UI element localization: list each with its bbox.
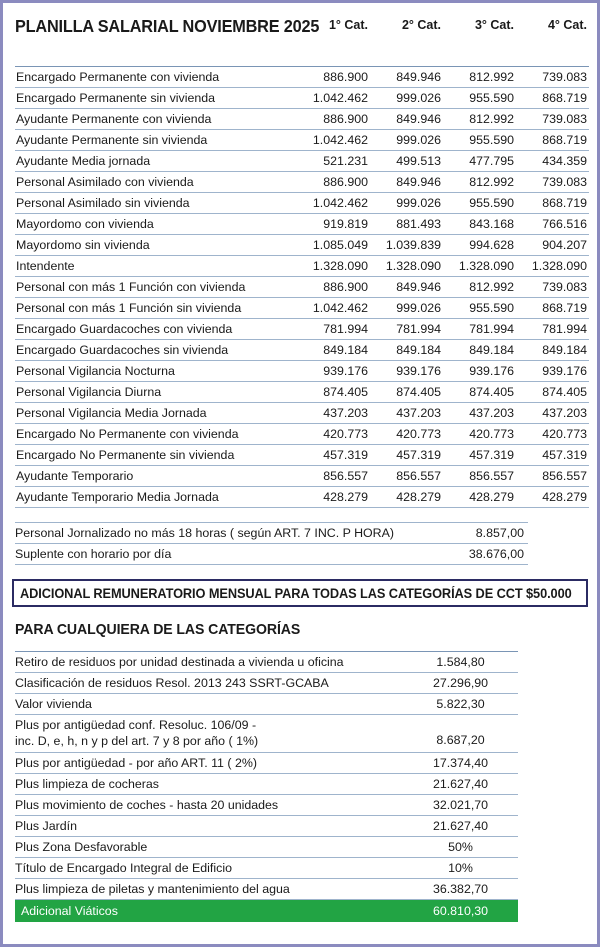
row-value-cat-3: 437.203 <box>443 403 516 424</box>
salary-header-blank <box>15 49 297 67</box>
row-value-cat-3: 428.279 <box>443 487 516 508</box>
row-label: Adicional Viáticos <box>15 900 403 922</box>
table-row <box>15 319 589 340</box>
row-value-cat-1: 781.994 <box>297 319 370 340</box>
row-label: Ayudante Permanente sin vivienda <box>15 130 297 151</box>
row-label: Ayudante Temporario <box>15 466 297 487</box>
row-value: 10% <box>403 858 518 879</box>
column-header-cat-4: 4° Cat. <box>547 18 587 32</box>
row-value-cat-1: 849.184 <box>297 340 370 361</box>
row-value-cat-3: 874.405 <box>443 382 516 403</box>
table-row <box>15 673 589 694</box>
row-label: Plus por antigüedad - por año ART. 11 ( 2%) <box>15 753 403 774</box>
row-pad <box>528 543 589 564</box>
row-value-cat-2: 420.773 <box>370 424 443 445</box>
row-value-cat-1: 886.900 <box>297 172 370 193</box>
row-pad <box>518 673 589 694</box>
table-row <box>15 298 589 319</box>
table-row <box>15 816 589 837</box>
row-value-cat-4: 856.557 <box>516 466 589 487</box>
row-value-cat-4: 739.083 <box>516 109 589 130</box>
row-value-cat-4: 868.719 <box>516 298 589 319</box>
row-label: Intendente <box>15 256 297 277</box>
row-pad <box>518 652 589 673</box>
table-row <box>15 340 589 361</box>
row-value-cat-1: 420.773 <box>297 424 370 445</box>
table-row <box>15 277 589 298</box>
table-row <box>15 445 589 466</box>
row-value-cat-3: 781.994 <box>443 319 516 340</box>
row-value-cat-4: 434.359 <box>516 151 589 172</box>
row-value-cat-1: 1.328.090 <box>297 256 370 277</box>
row-value-cat-1: 919.819 <box>297 214 370 235</box>
row-value-cat-4: 739.083 <box>516 172 589 193</box>
table-row <box>15 424 589 445</box>
closing-cell <box>15 564 442 568</box>
row-label: Mayordomo sin vivienda <box>15 235 297 256</box>
row-value: 38.676,00 <box>442 543 528 564</box>
row-value-cat-2: 849.946 <box>370 172 443 193</box>
salary-table-body <box>15 67 589 522</box>
table-row <box>15 837 589 858</box>
row-label: Plus movimiento de coches - hasta 20 unidades <box>15 795 403 816</box>
table-row <box>15 382 589 403</box>
row-label: Personal con más 1 Función con vivienda <box>15 277 297 298</box>
table-row <box>15 403 589 424</box>
row-value-cat-2: 881.493 <box>370 214 443 235</box>
row-value-cat-1: 428.279 <box>297 487 370 508</box>
closing-cell <box>528 564 589 568</box>
table-row <box>15 543 589 564</box>
table-row <box>15 256 589 277</box>
row-value-cat-1: 1.042.462 <box>297 88 370 109</box>
table-row <box>15 151 589 172</box>
row-label: Personal Vigilancia Nocturna <box>15 361 297 382</box>
row-label: Encargado Permanente con vivienda <box>15 67 297 88</box>
row-pad <box>518 858 589 879</box>
row-value-cat-4: 874.405 <box>516 382 589 403</box>
row-value-cat-2: 874.405 <box>370 382 443 403</box>
spacer-cell <box>370 508 443 522</box>
row-label: Encargado Permanente sin vivienda <box>15 88 297 109</box>
row-value-cat-4: 766.516 <box>516 214 589 235</box>
row-value-cat-2: 457.319 <box>370 445 443 466</box>
table-row <box>15 67 589 88</box>
row-value-cat-1: 939.176 <box>297 361 370 382</box>
row-value-cat-3: 420.773 <box>443 424 516 445</box>
row-value: 50% <box>403 837 518 858</box>
row-label: Plus limpieza de cocheras <box>15 774 403 795</box>
page-title: PLANILLA SALARIAL NOVIEMBRE 2025 <box>15 16 320 36</box>
row-label: Ayudante Temporario Media Jornada <box>15 487 297 508</box>
row-value-cat-3: 1.328.090 <box>443 256 516 277</box>
row-label: Personal Asimilado con vivienda <box>15 172 297 193</box>
row-value-cat-2: 499.513 <box>370 151 443 172</box>
table-row <box>15 652 589 673</box>
hourly-table-body <box>15 522 589 568</box>
row-value-cat-3: 477.795 <box>443 151 516 172</box>
row-value-cat-4: 437.203 <box>516 403 589 424</box>
spacer-cell <box>443 508 516 522</box>
row-label: Retiro de residuos por unidad destinada a vivienda u oficina <box>15 652 403 673</box>
row-value-cat-2: 428.279 <box>370 487 443 508</box>
row-value-cat-4: 739.083 <box>516 277 589 298</box>
row-label: Personal Jornalizado no más 18 horas ( según ART. 7 INC. P HORA) <box>15 522 442 543</box>
row-label: Ayudante Permanente con vivienda <box>15 109 297 130</box>
row-value-cat-2: 437.203 <box>370 403 443 424</box>
table-row <box>15 795 589 816</box>
row-value-cat-1: 1.042.462 <box>297 298 370 319</box>
table-row <box>15 130 589 151</box>
row-value-cat-3: 955.590 <box>443 88 516 109</box>
row-value-cat-2: 999.026 <box>370 298 443 319</box>
row-value-cat-3: 955.590 <box>443 298 516 319</box>
row-value-cat-4: 868.719 <box>516 130 589 151</box>
row-value-cat-4: 781.994 <box>516 319 589 340</box>
row-value: 21.627,40 <box>403 816 518 837</box>
table-closing-rule <box>15 564 589 568</box>
additions-section <box>3 607 597 922</box>
row-value-cat-4: 428.279 <box>516 487 589 508</box>
table-row <box>15 753 589 774</box>
row-value-cat-1: 521.231 <box>297 151 370 172</box>
row-value-cat-4: 868.719 <box>516 193 589 214</box>
table-row <box>15 694 589 715</box>
table-row <box>15 109 589 130</box>
salary-header-row <box>15 49 589 67</box>
table-row <box>15 214 589 235</box>
row-value-cat-3: 843.168 <box>443 214 516 235</box>
row-value-cat-1: 886.900 <box>297 277 370 298</box>
row-label: Personal con más 1 Función sin vivienda <box>15 298 297 319</box>
row-value: 8.857,00 <box>442 522 528 543</box>
table-row-highlighted <box>15 900 589 922</box>
row-value-cat-1: 856.557 <box>297 466 370 487</box>
row-pad <box>518 900 589 922</box>
row-value-cat-3: 939.176 <box>443 361 516 382</box>
row-pad <box>518 879 589 900</box>
row-pad <box>518 715 589 753</box>
row-value: 60.810,30 <box>403 900 518 922</box>
spacer-cell <box>516 508 589 522</box>
row-label: Plus Jardín <box>15 816 403 837</box>
row-value-cat-2: 999.026 <box>370 88 443 109</box>
table-row <box>15 466 589 487</box>
row-label-multiline <box>15 715 403 753</box>
row-value-cat-4: 868.719 <box>516 88 589 109</box>
row-value-cat-4: 1.328.090 <box>516 256 589 277</box>
row-value-cat-2: 856.557 <box>370 466 443 487</box>
row-value-cat-2: 939.176 <box>370 361 443 382</box>
table-row <box>15 172 589 193</box>
row-label: Título de Encargado Integral de Edificio <box>15 858 403 879</box>
row-value-cat-3: 812.992 <box>443 109 516 130</box>
spacer-cell <box>297 508 370 522</box>
additions-table <box>15 651 589 922</box>
row-pad <box>518 816 589 837</box>
table-row <box>15 487 589 508</box>
row-value-cat-2: 781.994 <box>370 319 443 340</box>
table-row <box>15 774 589 795</box>
row-value-cat-3: 849.184 <box>443 340 516 361</box>
row-value-cat-1: 874.405 <box>297 382 370 403</box>
row-label: Encargado No Permanente con vivienda <box>15 424 297 445</box>
row-pad <box>528 522 589 543</box>
row-pad <box>518 694 589 715</box>
row-label: Plus Zona Desfavorable <box>15 837 403 858</box>
row-label: Plus limpieza de piletas y mantenimiento del agua <box>15 879 403 900</box>
row-value: 32.021,70 <box>403 795 518 816</box>
hourly-table <box>15 522 589 569</box>
row-value-cat-2: 1.328.090 <box>370 256 443 277</box>
additions-heading: PARA CUALQUIERA DE LAS CATEGORÍAS <box>15 621 301 638</box>
row-value-cat-4: 849.184 <box>516 340 589 361</box>
row-label: Encargado Guardacoches sin vivienda <box>15 340 297 361</box>
row-value-cat-3: 457.319 <box>443 445 516 466</box>
row-value-cat-4: 739.083 <box>516 67 589 88</box>
row-label-line-2: inc. D, e, h, n y p del art. 7 y 8 por año ( 1%) <box>15 733 259 748</box>
row-value: 5.822,30 <box>403 694 518 715</box>
row-value-cat-1: 886.900 <box>297 67 370 88</box>
column-header-cat-3: 3° Cat. <box>474 18 514 32</box>
row-label: Personal Vigilancia Media Jornada <box>15 403 297 424</box>
row-value-cat-3: 812.992 <box>443 67 516 88</box>
row-label: Mayordomo con vivienda <box>15 214 297 235</box>
row-value-cat-1: 457.319 <box>297 445 370 466</box>
spacer-cell <box>15 508 297 522</box>
column-header-cat-1: 1° Cat. <box>328 18 368 32</box>
row-label: Personal Asimilado sin vivienda <box>15 193 297 214</box>
table-row <box>15 88 589 109</box>
row-value: 1.584,80 <box>403 652 518 673</box>
row-value-cat-3: 856.557 <box>443 466 516 487</box>
row-value-cat-3: 955.590 <box>443 130 516 151</box>
table-row <box>15 193 589 214</box>
row-value-cat-1: 437.203 <box>297 403 370 424</box>
row-value-cat-1: 1.085.049 <box>297 235 370 256</box>
row-value-cat-3: 812.992 <box>443 277 516 298</box>
row-value-cat-2: 1.039.839 <box>370 235 443 256</box>
row-value-cat-2: 999.026 <box>370 130 443 151</box>
row-label: Valor vivienda <box>15 694 403 715</box>
row-value-cat-3: 812.992 <box>443 172 516 193</box>
additions-table-body <box>15 652 589 922</box>
row-value-cat-3: 994.628 <box>443 235 516 256</box>
row-label: Ayudante Media jornada <box>15 151 297 172</box>
table-row <box>15 879 589 900</box>
row-label-line-1: Plus por antigüedad conf. Resoluc. 106/09 - <box>15 718 257 732</box>
row-value: 36.382,70 <box>403 879 518 900</box>
row-value-cat-4: 420.773 <box>516 424 589 445</box>
table-row <box>15 522 589 543</box>
row-pad <box>518 837 589 858</box>
row-pad <box>518 774 589 795</box>
row-value-cat-2: 999.026 <box>370 193 443 214</box>
row-value-cat-1: 1.042.462 <box>297 193 370 214</box>
row-label: Suplente con horario por día <box>15 543 442 564</box>
table-row <box>15 361 589 382</box>
row-value-cat-4: 904.207 <box>516 235 589 256</box>
row-value-cat-4: 457.319 <box>516 445 589 466</box>
row-pad <box>518 753 589 774</box>
table-row <box>15 858 589 879</box>
table-row <box>15 235 589 256</box>
closing-cell <box>442 564 528 568</box>
column-header-cat-2: 2° Cat. <box>401 18 441 32</box>
row-value: 21.627,40 <box>403 774 518 795</box>
row-label: Encargado Guardacoches con vivienda <box>15 319 297 340</box>
row-value-cat-3: 955.590 <box>443 193 516 214</box>
row-label: Encargado No Permanente sin vivienda <box>15 445 297 466</box>
table-row <box>15 715 589 753</box>
banner-text: ADICIONAL REMUNERATORIO MENSUAL PARA TODAS LAS CATEGORÍAS DE CCT $50.000 <box>20 585 572 601</box>
row-value: 8.687,20 <box>403 715 518 753</box>
row-label: Clasificación de residuos Resol. 2013 243 SSRT-GCABA <box>15 673 403 694</box>
row-value: 27.296,90 <box>403 673 518 694</box>
salary-section <box>3 3 597 568</box>
row-value: 17.374,40 <box>403 753 518 774</box>
row-value-cat-2: 849.946 <box>370 109 443 130</box>
row-value-cat-1: 886.900 <box>297 109 370 130</box>
row-value-cat-2: 849.946 <box>370 67 443 88</box>
row-value-cat-2: 849.184 <box>370 340 443 361</box>
row-label: Personal Vigilancia Diurna <box>15 382 297 403</box>
row-value-cat-2: 849.946 <box>370 277 443 298</box>
table-spacer-row <box>15 508 589 522</box>
row-value-cat-1: 1.042.462 <box>297 130 370 151</box>
row-value-cat-4: 939.176 <box>516 361 589 382</box>
row-pad <box>518 795 589 816</box>
additional-banner <box>12 579 588 607</box>
